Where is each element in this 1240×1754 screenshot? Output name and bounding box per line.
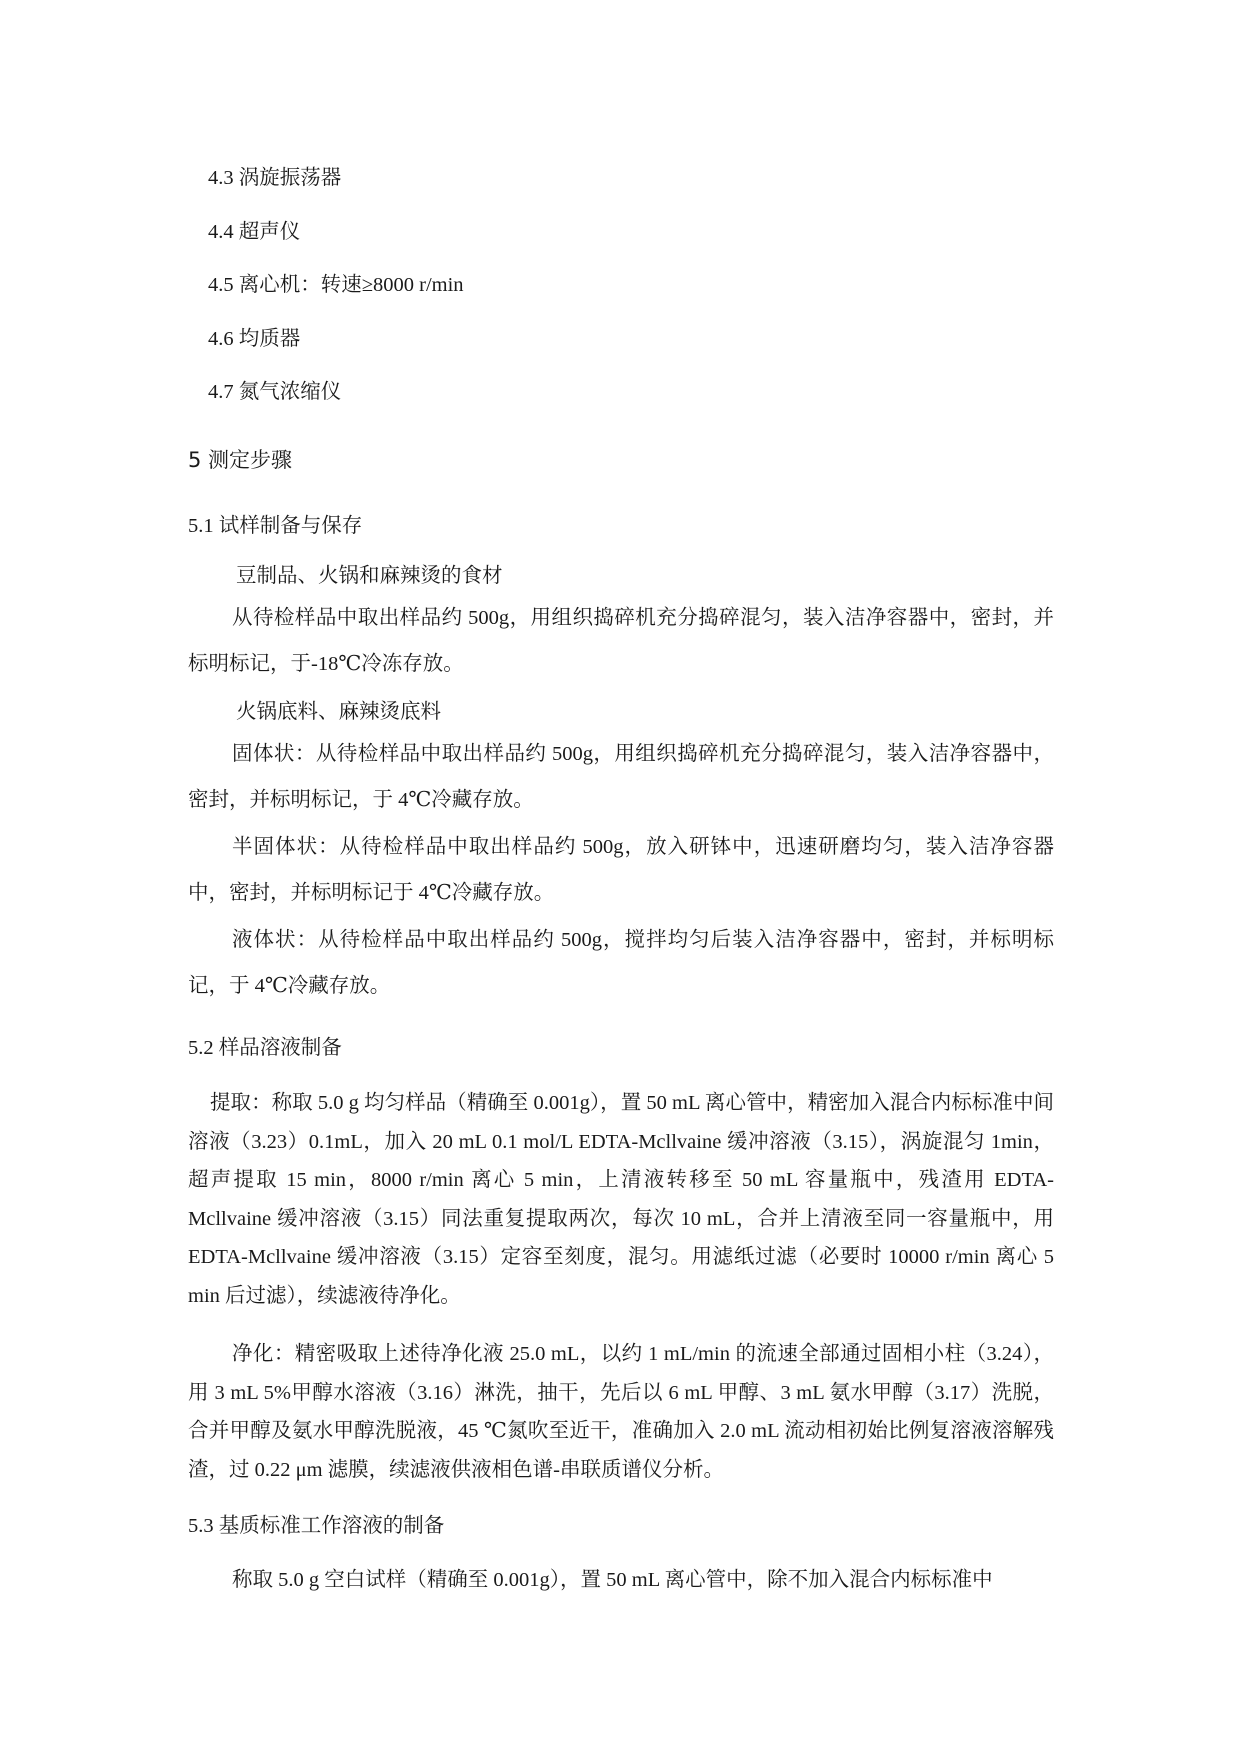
matrix-standard-text: 称取 5.0 g 空白试样（精确至 0.001g），置 50 mL 离心管中，除不加入混合内标标准中	[232, 1569, 993, 1591]
category-ingredients-label: 豆制品、火锅和麻辣烫的食材	[236, 565, 503, 587]
extraction-text: 提取：称取 5.0 g 均匀样品（精确至 0.001g），置 50 mL 离心管中，精密加入混合内标标准中间溶液（3.23）0.1mL，加入 20 mL 0.1 mol/L EDTA-Mcllvaine 缓冲溶液（3.15），涡旋混匀 1min，超声提取 15 min，8000 r/min 离心 5 min，上清液转移至 50 mL 容量瓶中，残渣用 EDTA-Mcllvaine 缓冲溶液（3.15）同法重复提取两次，每次 10 mL，合并上清液至同一容量瓶中，用 EDTA-Mcllvaine 缓冲溶液（3.15）定容至刻度，混匀。用滤纸过滤（必要时 10000 r/min 离心 5 min 后过滤），续滤液待净化。	[188, 1092, 1054, 1307]
base-semisolid-text: 半固体状：从待检样品中取出样品约 500g，放入研钵中，迅速研磨均匀，装入洁净容器中，密封，并标明标记于 4℃冷藏存放。	[188, 836, 1054, 904]
equipment-item-4-3: 4.3 涡旋振荡器	[208, 167, 342, 189]
equipment-item-4-7: 4.7 氮气浓缩仪	[208, 381, 342, 403]
base-liquid-text: 液体状：从待检样品中取出样品约 500g，搅拌均匀后装入洁净容器中，密封，并标明标记，于 4℃冷藏存放。	[188, 929, 1054, 997]
section-5-2-heading: 5.2 样品溶液制备	[188, 1037, 342, 1059]
category-base-label: 火锅底料、麻辣烫底料	[236, 701, 441, 723]
equipment-item-4-5: 4.5 离心机：转速≥8000 r/min	[208, 274, 464, 296]
section-5-heading: 5 测定步骤	[188, 448, 293, 472]
section-5-1-heading: 5.1 试样制备与保存	[188, 515, 363, 537]
category-ingredients-text: 从待检样品中取出样品约 500g，用组织捣碎机充分捣碎混匀，装入洁净容器中，密封，并标明标记，于-18℃冷冻存放。	[188, 607, 1054, 675]
equipment-item-4-6: 4.6 均质器	[208, 328, 301, 350]
equipment-item-4-4: 4.4 超声仪	[208, 221, 301, 243]
section-5-3-heading: 5.3 基质标准工作溶液的制备	[188, 1515, 445, 1537]
purification-text: 净化：精密吸取上述待净化液 25.0 mL，以约 1 mL/min 的流速全部通过固相小柱（3.24），用 3 mL 5%甲醇水溶液（3.16）淋洗，抽干，先后以 6 mL 甲醇、3 mL 氨水甲醇（3.17）洗脱，合并甲醇及氨水甲醇洗脱液，45 ℃氮吹至近干，准确加入 2.0 mL 流动相初始比例复溶液溶解残渣，过 0.22 μm 滤膜，续滤液供液相色谱-串联质谱仪分析。	[188, 1343, 1054, 1481]
base-solid-text: 固体状：从待检样品中取出样品约 500g，用组织捣碎机充分捣碎混匀，装入洁净容器中，密封，并标明标记，于 4℃冷藏存放。	[188, 743, 1054, 811]
